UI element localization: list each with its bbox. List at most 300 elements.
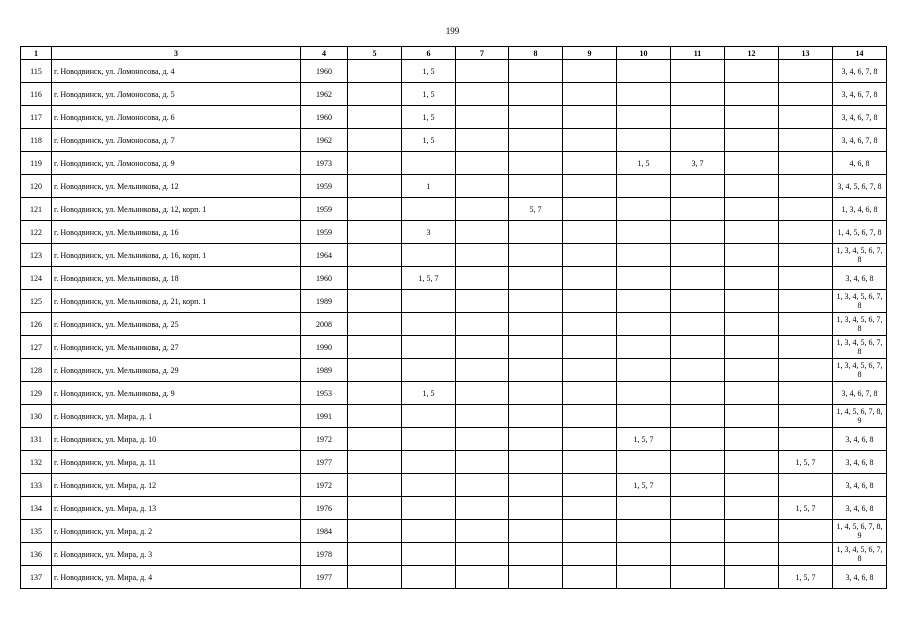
address-cell: г. Новодвинск, ул. Мельникова, д. 16 [52, 221, 301, 244]
data-table [20, 46, 887, 589]
table-cell: 135 [21, 520, 52, 543]
table-cell [456, 497, 509, 520]
table-cell: 133 [21, 474, 52, 497]
table-cell [456, 566, 509, 589]
table-cell: 121 [21, 198, 52, 221]
table-cell [725, 60, 779, 83]
table-cell: 1, 5, 7 [779, 497, 833, 520]
table-row [21, 244, 887, 267]
table-cell [509, 497, 563, 520]
table-cell [779, 405, 833, 428]
table-cell: 116 [21, 83, 52, 106]
table-cell: 129 [21, 382, 52, 405]
table-cell [617, 244, 671, 267]
table-cell [509, 405, 563, 428]
table-cell [617, 221, 671, 244]
table-cell [563, 152, 617, 175]
table-cell: 1, 5 [402, 106, 456, 129]
column-header: 6 [402, 47, 456, 60]
table-cell [725, 152, 779, 175]
table-cell: 1, 4, 5, 6, 7, 8, 9 [833, 405, 887, 428]
table-cell: 1, 3, 4, 6, 8 [833, 198, 887, 221]
table-cell [779, 520, 833, 543]
column-header: 13 [779, 47, 833, 60]
table-cell [348, 382, 402, 405]
table-cell [348, 520, 402, 543]
table-cell: 128 [21, 359, 52, 382]
address-cell: г. Новодвинск, ул. Мельникова, д. 16, корп. 1 [52, 244, 301, 267]
table-cell: 1959 [301, 221, 348, 244]
table-cell [509, 267, 563, 290]
table-cell: 122 [21, 221, 52, 244]
table-cell [456, 290, 509, 313]
table-cell [348, 451, 402, 474]
address-cell: г. Новодвинск, ул. Мира, д. 10 [52, 428, 301, 451]
table-cell [563, 290, 617, 313]
table-cell [671, 382, 725, 405]
table-cell [348, 543, 402, 566]
table-cell [456, 405, 509, 428]
table-cell [617, 497, 671, 520]
table-cell [402, 290, 456, 313]
table-cell [456, 543, 509, 566]
table-cell: 2008 [301, 313, 348, 336]
table-cell: 119 [21, 152, 52, 175]
table-cell [348, 129, 402, 152]
table-cell: 1964 [301, 244, 348, 267]
table-row [21, 221, 887, 244]
table-cell [402, 244, 456, 267]
table-cell [456, 359, 509, 382]
table-cell: 123 [21, 244, 52, 267]
table-row [21, 359, 887, 382]
table-cell [617, 382, 671, 405]
table-cell [671, 313, 725, 336]
table-cell: 1977 [301, 566, 348, 589]
table-cell: 3, 4, 6, 8 [833, 267, 887, 290]
table-cell [725, 83, 779, 106]
table-cell [671, 520, 725, 543]
table-cell [725, 129, 779, 152]
table-cell: 1, 5 [402, 129, 456, 152]
table-cell [725, 175, 779, 198]
table-cell [671, 336, 725, 359]
table-cell: 1, 5, 7 [402, 267, 456, 290]
table-cell: 1959 [301, 175, 348, 198]
table-cell: 3, 4, 6, 8 [833, 428, 887, 451]
column-header: 4 [301, 47, 348, 60]
table-cell: 1, 5 [617, 152, 671, 175]
table-cell [725, 382, 779, 405]
table-row [21, 60, 887, 83]
table-cell [671, 60, 725, 83]
table-cell [456, 129, 509, 152]
column-header: 10 [617, 47, 671, 60]
table-cell [456, 267, 509, 290]
table-cell [725, 244, 779, 267]
table-cell [563, 405, 617, 428]
table-cell [509, 336, 563, 359]
table-cell [779, 428, 833, 451]
address-cell: г. Новодвинск, ул. Мельникова, д. 25 [52, 313, 301, 336]
table-cell [563, 497, 617, 520]
page-number: 199 [445, 26, 460, 36]
table-cell [617, 129, 671, 152]
table-cell: 1, 5, 7 [617, 474, 671, 497]
table-cell [348, 221, 402, 244]
table-cell [402, 405, 456, 428]
table-cell [402, 313, 456, 336]
table-cell [671, 106, 725, 129]
column-header: 5 [348, 47, 402, 60]
table-cell [402, 520, 456, 543]
table-cell: 1, 4, 5, 6, 7, 8 [833, 221, 887, 244]
table-cell [617, 290, 671, 313]
table-cell [348, 267, 402, 290]
table-cell [779, 244, 833, 267]
table-cell: 3, 4, 6, 8 [833, 474, 887, 497]
table-cell: 3, 4, 6, 8 [833, 566, 887, 589]
address-cell: г. Новодвинск, ул. Мельникова, д. 21, корп. 1 [52, 290, 301, 313]
table-cell [617, 566, 671, 589]
table-cell [563, 520, 617, 543]
table-cell [509, 175, 563, 198]
table-cell [509, 359, 563, 382]
table-cell [725, 106, 779, 129]
table-cell [617, 359, 671, 382]
table-cell [456, 382, 509, 405]
table-cell [456, 83, 509, 106]
table-cell [779, 290, 833, 313]
table-cell: 5, 7 [509, 198, 563, 221]
table-cell [617, 543, 671, 566]
table-cell [779, 106, 833, 129]
table-cell [456, 106, 509, 129]
table-cell: 118 [21, 129, 52, 152]
address-cell: г. Новодвинск, ул. Ломоносова, д. 9 [52, 152, 301, 175]
table-cell [617, 451, 671, 474]
table-cell [725, 543, 779, 566]
table-cell [671, 543, 725, 566]
table-cell [563, 543, 617, 566]
address-cell: г. Новодвинск, ул. Мира, д. 4 [52, 566, 301, 589]
table-cell [348, 405, 402, 428]
table-cell [725, 405, 779, 428]
table-cell: 115 [21, 60, 52, 83]
table-cell [563, 106, 617, 129]
table-cell [509, 152, 563, 175]
address-cell: г. Новодвинск, ул. Мельникова, д. 9 [52, 382, 301, 405]
table-cell [563, 359, 617, 382]
table-row [21, 566, 887, 589]
table-cell: 1991 [301, 405, 348, 428]
table-cell [563, 175, 617, 198]
table-cell [779, 198, 833, 221]
table-cell: 1976 [301, 497, 348, 520]
table-cell [671, 290, 725, 313]
table-cell [779, 336, 833, 359]
table-cell: 126 [21, 313, 52, 336]
table-cell [671, 267, 725, 290]
table-cell [402, 497, 456, 520]
address-cell: г. Новодвинск, ул. Мира, д. 12 [52, 474, 301, 497]
table-cell: 1973 [301, 152, 348, 175]
table-cell [617, 267, 671, 290]
table-cell [725, 290, 779, 313]
table-cell [563, 83, 617, 106]
table-cell: 137 [21, 566, 52, 589]
table-cell [671, 405, 725, 428]
table-cell [671, 244, 725, 267]
table-cell: 132 [21, 451, 52, 474]
table-cell [563, 244, 617, 267]
address-cell: г. Новодвинск, ул. Мира, д. 1 [52, 405, 301, 428]
table-cell: 1, 5, 7 [779, 566, 833, 589]
table-cell [563, 336, 617, 359]
table-cell [779, 83, 833, 106]
table-cell: 1, 3, 4, 5, 6, 7, 8 [833, 543, 887, 566]
table-cell [671, 451, 725, 474]
table-cell: 1984 [301, 520, 348, 543]
table-cell [671, 129, 725, 152]
table-row [21, 290, 887, 313]
table-row [21, 428, 887, 451]
table-cell: 1, 4, 5, 6, 7, 8, 9 [833, 520, 887, 543]
table-cell [725, 221, 779, 244]
table-cell [402, 543, 456, 566]
table-cell: 136 [21, 543, 52, 566]
table-cell [563, 313, 617, 336]
column-header: 7 [456, 47, 509, 60]
column-header: 12 [725, 47, 779, 60]
address-cell: г. Новодвинск, ул. Ломоносова, д. 4 [52, 60, 301, 83]
table-cell: 130 [21, 405, 52, 428]
table-cell: 3, 4, 6, 7, 8 [833, 129, 887, 152]
table-cell [725, 566, 779, 589]
table-cell [779, 152, 833, 175]
table-cell [563, 428, 617, 451]
table-cell [725, 359, 779, 382]
table-cell: 1990 [301, 336, 348, 359]
table-cell [563, 129, 617, 152]
table-cell [348, 152, 402, 175]
table-row [21, 267, 887, 290]
table-cell: 1972 [301, 474, 348, 497]
table-cell: 1, 5 [402, 382, 456, 405]
table-cell: 125 [21, 290, 52, 313]
table-cell [725, 313, 779, 336]
address-cell: г. Новодвинск, ул. Ломоносова, д. 5 [52, 83, 301, 106]
table-body [21, 60, 887, 589]
table-row [21, 520, 887, 543]
table-cell: 1959 [301, 198, 348, 221]
table-cell [617, 520, 671, 543]
table-cell [563, 474, 617, 497]
table-row [21, 405, 887, 428]
table-cell: 134 [21, 497, 52, 520]
table-cell [671, 83, 725, 106]
table-cell: 124 [21, 267, 52, 290]
table-cell [617, 106, 671, 129]
table-cell [509, 428, 563, 451]
table-cell: 3, 4, 6, 7, 8 [833, 83, 887, 106]
table-row [21, 129, 887, 152]
table-cell [509, 474, 563, 497]
table-cell [456, 60, 509, 83]
table-cell [402, 359, 456, 382]
table-cell [402, 451, 456, 474]
table-cell [348, 198, 402, 221]
table-cell [509, 221, 563, 244]
table-cell [671, 221, 725, 244]
table-cell [348, 474, 402, 497]
table-cell [509, 313, 563, 336]
table-cell [348, 60, 402, 83]
table-cell [779, 359, 833, 382]
table-cell [348, 244, 402, 267]
table-cell [779, 129, 833, 152]
column-header: 1 [21, 47, 52, 60]
table-cell [509, 244, 563, 267]
address-cell: г. Новодвинск, ул. Мельникова, д. 12 [52, 175, 301, 198]
table-cell [402, 198, 456, 221]
address-cell: г. Новодвинск, ул. Мира, д. 11 [52, 451, 301, 474]
table-cell [617, 175, 671, 198]
column-header: 14 [833, 47, 887, 60]
table-cell [509, 451, 563, 474]
table-cell [456, 244, 509, 267]
table-cell: 1953 [301, 382, 348, 405]
table-cell: 1, 3, 4, 5, 6, 7, 8 [833, 359, 887, 382]
table-row [21, 336, 887, 359]
table-cell: 1978 [301, 543, 348, 566]
table-cell: 3, 7 [671, 152, 725, 175]
column-header: 3 [52, 47, 301, 60]
table-cell [509, 566, 563, 589]
table-cell [456, 198, 509, 221]
table-cell [509, 520, 563, 543]
table-cell [617, 60, 671, 83]
table-cell [348, 566, 402, 589]
address-cell: г. Новодвинск, ул. Ломоносова, д. 7 [52, 129, 301, 152]
table-cell: 1, 3, 4, 5, 6, 7, 8 [833, 244, 887, 267]
column-header: 11 [671, 47, 725, 60]
table-cell: 3, 4, 6, 8 [833, 451, 887, 474]
address-cell: г. Новодвинск, ул. Мира, д. 2 [52, 520, 301, 543]
table-cell: 1, 3, 4, 5, 6, 7, 8 [833, 336, 887, 359]
table-cell [509, 129, 563, 152]
table-cell [348, 336, 402, 359]
table-row [21, 83, 887, 106]
table-cell [348, 106, 402, 129]
table-row [21, 543, 887, 566]
table-cell: 3, 4, 6, 7, 8 [833, 382, 887, 405]
table-cell [563, 198, 617, 221]
table-cell [348, 359, 402, 382]
table-row [21, 175, 887, 198]
address-cell: г. Новодвинск, ул. Мира, д. 3 [52, 543, 301, 566]
table-cell: 1, 5 [402, 83, 456, 106]
table-cell: 1989 [301, 290, 348, 313]
table-cell: 1960 [301, 60, 348, 83]
table-cell [725, 474, 779, 497]
table-cell: 1, 3, 4, 5, 6, 7, 8 [833, 313, 887, 336]
table-cell [563, 60, 617, 83]
address-cell: г. Новодвинск, ул. Мельникова, д. 12, корп. 1 [52, 198, 301, 221]
table-row [21, 198, 887, 221]
table-cell [402, 428, 456, 451]
table-cell [509, 106, 563, 129]
table-cell [509, 543, 563, 566]
table-row [21, 313, 887, 336]
table-cell [779, 474, 833, 497]
table-cell: 1977 [301, 451, 348, 474]
table-cell [402, 566, 456, 589]
table-cell [671, 566, 725, 589]
column-header: 8 [509, 47, 563, 60]
table-cell [402, 474, 456, 497]
table-cell [779, 221, 833, 244]
table-cell [348, 290, 402, 313]
table-cell: 1, 5, 7 [779, 451, 833, 474]
table-cell [779, 382, 833, 405]
table-cell [456, 336, 509, 359]
table-cell: 117 [21, 106, 52, 129]
table-cell [779, 543, 833, 566]
table-cell [348, 313, 402, 336]
table-cell [509, 382, 563, 405]
table-cell: 4, 6, 8 [833, 152, 887, 175]
table-cell [671, 474, 725, 497]
table-cell [779, 267, 833, 290]
address-cell: г. Новодвинск, ул. Мира, д. 13 [52, 497, 301, 520]
table-cell [563, 221, 617, 244]
table-cell [402, 152, 456, 175]
column-header: 9 [563, 47, 617, 60]
address-cell: г. Новодвинск, ул. Мельникова, д. 27 [52, 336, 301, 359]
table-cell [725, 267, 779, 290]
table-cell: 3, 4, 5, 6, 7, 8 [833, 175, 887, 198]
table-cell [563, 267, 617, 290]
table-cell [456, 428, 509, 451]
address-cell: г. Новодвинск, ул. Мельникова, д. 29 [52, 359, 301, 382]
table-cell: 1962 [301, 83, 348, 106]
table-cell: 3 [402, 221, 456, 244]
table-cell: 3, 4, 6, 8 [833, 497, 887, 520]
table-cell [509, 60, 563, 83]
table-cell [348, 175, 402, 198]
table-cell [456, 520, 509, 543]
table-cell [779, 60, 833, 83]
table-cell [617, 198, 671, 221]
address-cell: г. Новодвинск, ул. Мельникова, д. 18 [52, 267, 301, 290]
table-cell: 1962 [301, 129, 348, 152]
table-row [21, 382, 887, 405]
table-row [21, 474, 887, 497]
table-cell [456, 152, 509, 175]
table-cell [617, 83, 671, 106]
table-cell [456, 313, 509, 336]
table-cell [563, 451, 617, 474]
table-cell [779, 313, 833, 336]
table-cell [725, 428, 779, 451]
table-cell: 1, 3, 4, 5, 6, 7, 8 [833, 290, 887, 313]
table-cell [509, 290, 563, 313]
table-cell: 1960 [301, 267, 348, 290]
table-cell: 1, 5, 7 [617, 428, 671, 451]
table-cell: 120 [21, 175, 52, 198]
table-cell [348, 83, 402, 106]
